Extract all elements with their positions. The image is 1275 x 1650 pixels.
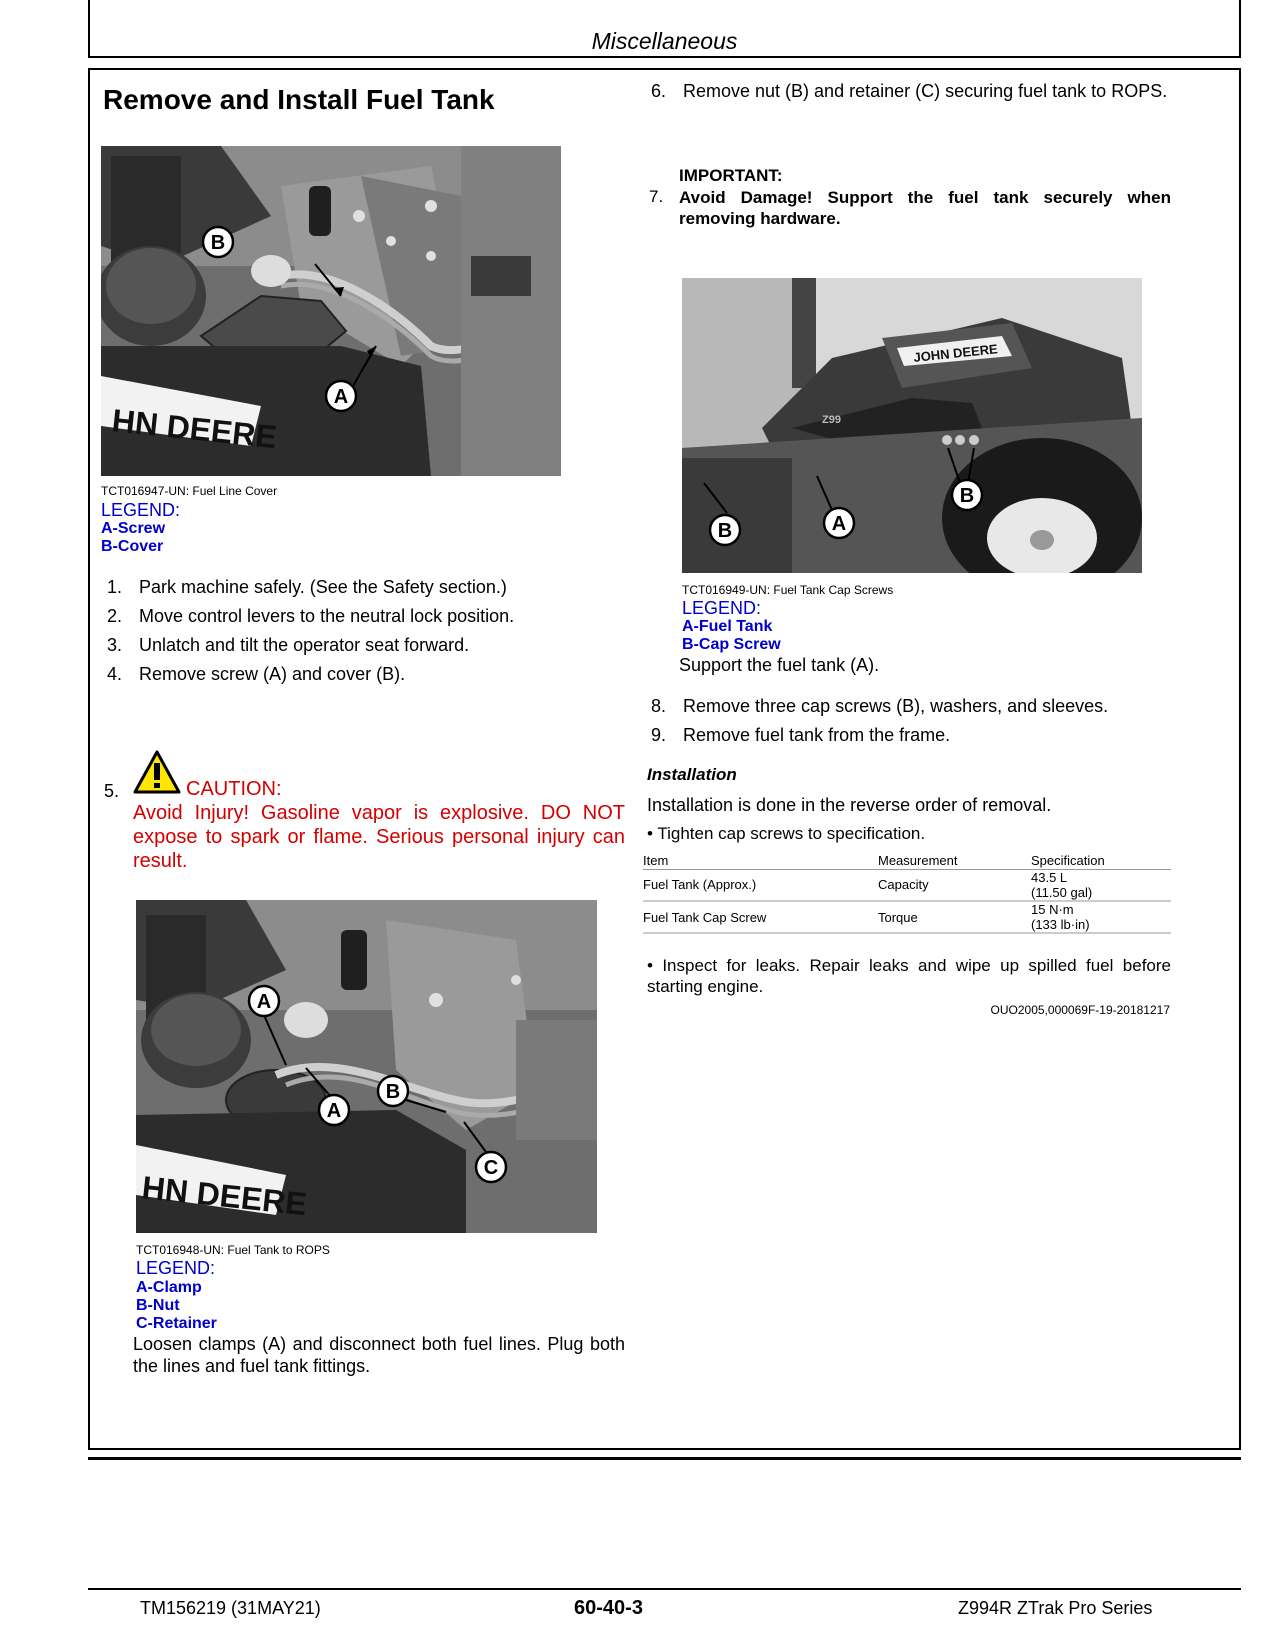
caution-title: CAUTION: xyxy=(186,778,282,800)
callout-b xyxy=(203,227,233,257)
step-item: 8. Remove three cap screws (B), washers, and sleeves. xyxy=(651,696,1109,716)
col-header-measurement: Measurement xyxy=(878,852,958,868)
figure3-legend-item: B-Cap Screw xyxy=(682,636,781,653)
caution-text: Avoid Injury! Gasoline vapor is explosive. DO NOT expose to spark or flame. Serious personal injury can result. xyxy=(133,802,625,872)
figure3-caption: TCT016949-UN: Fuel Tank Cap Screws xyxy=(682,583,894,597)
callout-a xyxy=(249,986,279,1016)
cell-measurement: Torque xyxy=(878,909,918,925)
cell-item: Fuel Tank (Approx.) xyxy=(643,877,757,893)
figure1-caption: TCT016947-UN: Fuel Line Cover xyxy=(101,484,278,498)
step-item: 9. Remove fuel tank from the frame. xyxy=(651,725,951,745)
fuel-tank-cap-screws-illustration xyxy=(682,278,1142,573)
table-row xyxy=(643,901,1171,933)
svg-text:A: A xyxy=(831,513,847,535)
callout-b xyxy=(952,480,982,510)
callout-a xyxy=(319,1095,349,1125)
step-item: 4. Remove screw (A) and cover (B). xyxy=(107,664,406,684)
important-label: IMPORTANT: xyxy=(679,166,783,185)
step-item: 6. Remove nut (B) and retainer (C) securing fuel tank to ROPS. xyxy=(651,81,1168,101)
john-deere-decal-text: HN DEERE xyxy=(140,1169,309,1223)
step-item: 2. Move control levers to the neutral lock position. xyxy=(107,606,515,626)
john-deere-decal-text: HN DEERE xyxy=(110,402,279,456)
step-item: 3. Unlatch and tilt the operator seat forward. xyxy=(107,635,470,655)
fuel-line-cover-illustration xyxy=(101,146,561,476)
cell-specification: 43.5 L (11.50 gal) xyxy=(1031,869,1093,900)
step-item: 1. Park machine safely. (See the Safety section.) xyxy=(107,577,507,597)
warning-triangle-icon xyxy=(133,750,181,794)
svg-text:A: A xyxy=(333,386,349,408)
footer-rule xyxy=(88,1588,1241,1590)
installation-heading: Installation xyxy=(647,765,737,784)
caution-step-number: 5. xyxy=(104,781,120,801)
page-title: Remove and Install Fuel Tank xyxy=(103,84,495,115)
figure1-legend-item: B-Cover xyxy=(101,538,164,555)
figure-fuel-tank-to-rops xyxy=(136,900,597,1233)
footer-manual-number: TM156219 (31MAY21) xyxy=(140,1598,321,1618)
spec-table-header xyxy=(643,852,1171,869)
figure2-note: Loosen clamps (A) and disconnect both fuel lines. Plug both the lines and fuel tank fittings. xyxy=(133,1334,625,1376)
installation-text: Installation is done in the reverse order of removal. xyxy=(647,795,1052,815)
content-bottom-rule xyxy=(88,1457,1241,1460)
callout-a xyxy=(326,381,356,411)
svg-text:B: B xyxy=(210,232,226,254)
figure3-legend-item: A-Fuel Tank xyxy=(682,618,773,635)
spec-table xyxy=(643,852,1171,934)
important-step-number: 7. xyxy=(649,187,664,206)
svg-text:B: B xyxy=(385,1081,401,1103)
figure3-legend-heading: LEGEND: xyxy=(682,598,762,618)
figure2-legend-heading: LEGEND: xyxy=(136,1258,216,1278)
cell-measurement: Capacity xyxy=(878,877,929,893)
callout-b xyxy=(710,515,740,545)
section-title: Miscellaneous xyxy=(591,28,738,54)
callout-c xyxy=(476,1152,506,1182)
col-header-specification: Specification xyxy=(1031,852,1105,868)
document-id: OUO2005,000069F-19-20181217 xyxy=(990,1003,1170,1017)
figure-fuel-tank-cap-screws xyxy=(682,278,1142,573)
callout-b xyxy=(378,1076,408,1106)
fuel-tank-to-rops-illustration xyxy=(136,900,597,1233)
figure2-legend-item: B-Nut xyxy=(136,1297,180,1314)
cell-item: Fuel Tank Cap Screw xyxy=(643,909,767,925)
svg-text:A: A xyxy=(256,991,272,1013)
figure1-legend-heading: LEGEND: xyxy=(101,500,181,520)
figure2-caption: TCT016948-UN: Fuel Tank to ROPS xyxy=(136,1243,330,1257)
col-header-item: Item xyxy=(643,852,669,868)
installation-bullet: • Inspect for leaks. Repair leaks and wipe up spilled fuel before starting engine. xyxy=(647,956,1171,996)
figure3-note: Support the fuel tank (A). xyxy=(679,655,880,675)
svg-text:B: B xyxy=(717,520,733,542)
john-deere-decal-text: JOHN DEERE xyxy=(912,341,999,365)
footer-product-name: Z994R ZTrak Pro Series xyxy=(958,1598,1153,1618)
figure2-legend-item: A-Clamp xyxy=(136,1279,202,1296)
figure1-legend-item: A-Screw xyxy=(101,520,166,537)
svg-text:A: A xyxy=(326,1100,342,1122)
figure2-legend-item: C-Retainer xyxy=(136,1315,217,1332)
footer-page-number: 60-40-3 xyxy=(574,1597,643,1619)
important-text: Avoid Damage! Support the fuel tank securely when removing hardware. xyxy=(679,188,1171,228)
svg-text:C: C xyxy=(483,1157,499,1179)
table-row xyxy=(643,869,1171,901)
model-badge-text: Z99 xyxy=(822,414,841,426)
figure-fuel-line-cover xyxy=(101,146,561,476)
installation-bullet: • Tighten cap screws to specification. xyxy=(647,824,926,843)
cell-specification: 15 N·m (133 lb·in) xyxy=(1031,902,1090,932)
svg-text:B: B xyxy=(959,485,975,507)
callout-a xyxy=(824,508,854,538)
